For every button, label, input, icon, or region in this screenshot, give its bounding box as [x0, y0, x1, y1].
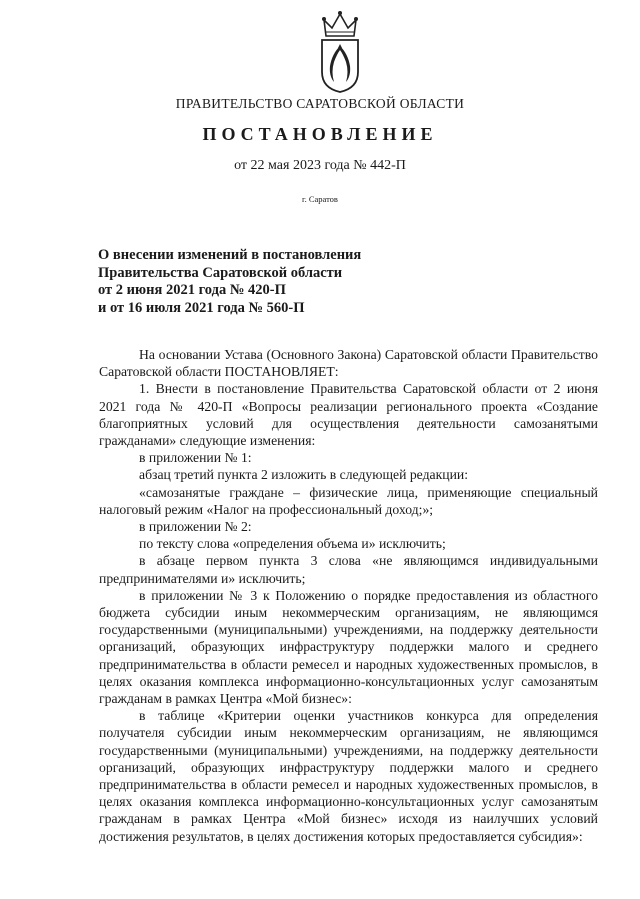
title-line: О внесении изменений в постановления	[98, 247, 362, 263]
body-paragraph: На основании Устава (Основного Закона) Саратовской области Правительство Саратовской области ПОСТАНОВЛЯЕТ:	[99, 347, 598, 380]
title-line: от 2 июня 2021 года № 420-П	[98, 282, 286, 298]
body-paragraph: в приложении № 1:	[139, 450, 252, 466]
document-type: ПОСТАНОВЛЕНИЕ	[202, 124, 438, 144]
body-paragraph: в приложении № 3 к Положению о порядке предоставления из областного бюджета субсидии иным некоммерческим организациям, не являющимся государственными (муниципальными) учреждениями, на поддержку деятельности организаций, образующих инфраструктуру поддержки малого и среднего предпринимательства в области ремесел и народных художественных промыслов, в целях оказания комплекса информационно-консультационных услуг самозанятым гражданам в рамках Центра «Мой бизнес»:	[99, 587, 598, 707]
document-city: г. Саратов	[302, 194, 338, 204]
document-body	[99, 346, 598, 845]
document-title	[98, 247, 398, 317]
saratov-coat-of-arms-icon	[318, 10, 362, 94]
title-line: и от 16 июля 2021 года № 560-П	[98, 299, 305, 316]
body-paragraph: в таблице «Критерии оценки участников конкурса для определения получателя субсидии иным некоммерческим организациям, не являющимся государственными (муниципальными) учреждениями, на поддержку деятельности организаций, образующих инфраструктуру поддержки малого и среднего предпринимательства в области ремесел и народных художественных промыслов, в целях оказания комплекса информационно-консультационных услуг самозанятым гражданам в рамках Центра «Мой бизнес» исходя из наилучших условий достижения результатов, в целях достижения которых предоставляется субсидия»:	[99, 708, 598, 844]
government-name: ПРАВИТЕЛЬСТВО САРАТОВСКОЙ ОБЛАСТИ	[175, 96, 465, 111]
body-paragraph: 1. Внести в постановление Правительства Саратовской области от 2 июня 2021 года № 420-П «Вопросы реализации регионального проекта «Создание благоприятных условий для осуществления деятельности самозанятыми гражданами» следующие изменения:	[99, 381, 598, 449]
body-paragraph: «самозанятые граждане – физические лица, применяющие специальный налоговый режим «Налог на профессиональный доход;»;	[99, 484, 598, 517]
body-paragraph: в приложении № 2:	[139, 519, 252, 535]
body-paragraph: абзац третий пункта 2 изложить в следующей редакции:	[139, 467, 469, 483]
document-date-number: от 22 мая 2023 года № 442-П	[234, 158, 406, 173]
title-line: Правительства Саратовской области	[98, 264, 343, 281]
body-paragraph: в абзаце первом пункта 3 слова «не являющимся индивидуальными предпринимателями и» исключить;	[99, 553, 598, 586]
body-paragraph: по тексту слова «определения объема и» исключить;	[139, 536, 446, 552]
